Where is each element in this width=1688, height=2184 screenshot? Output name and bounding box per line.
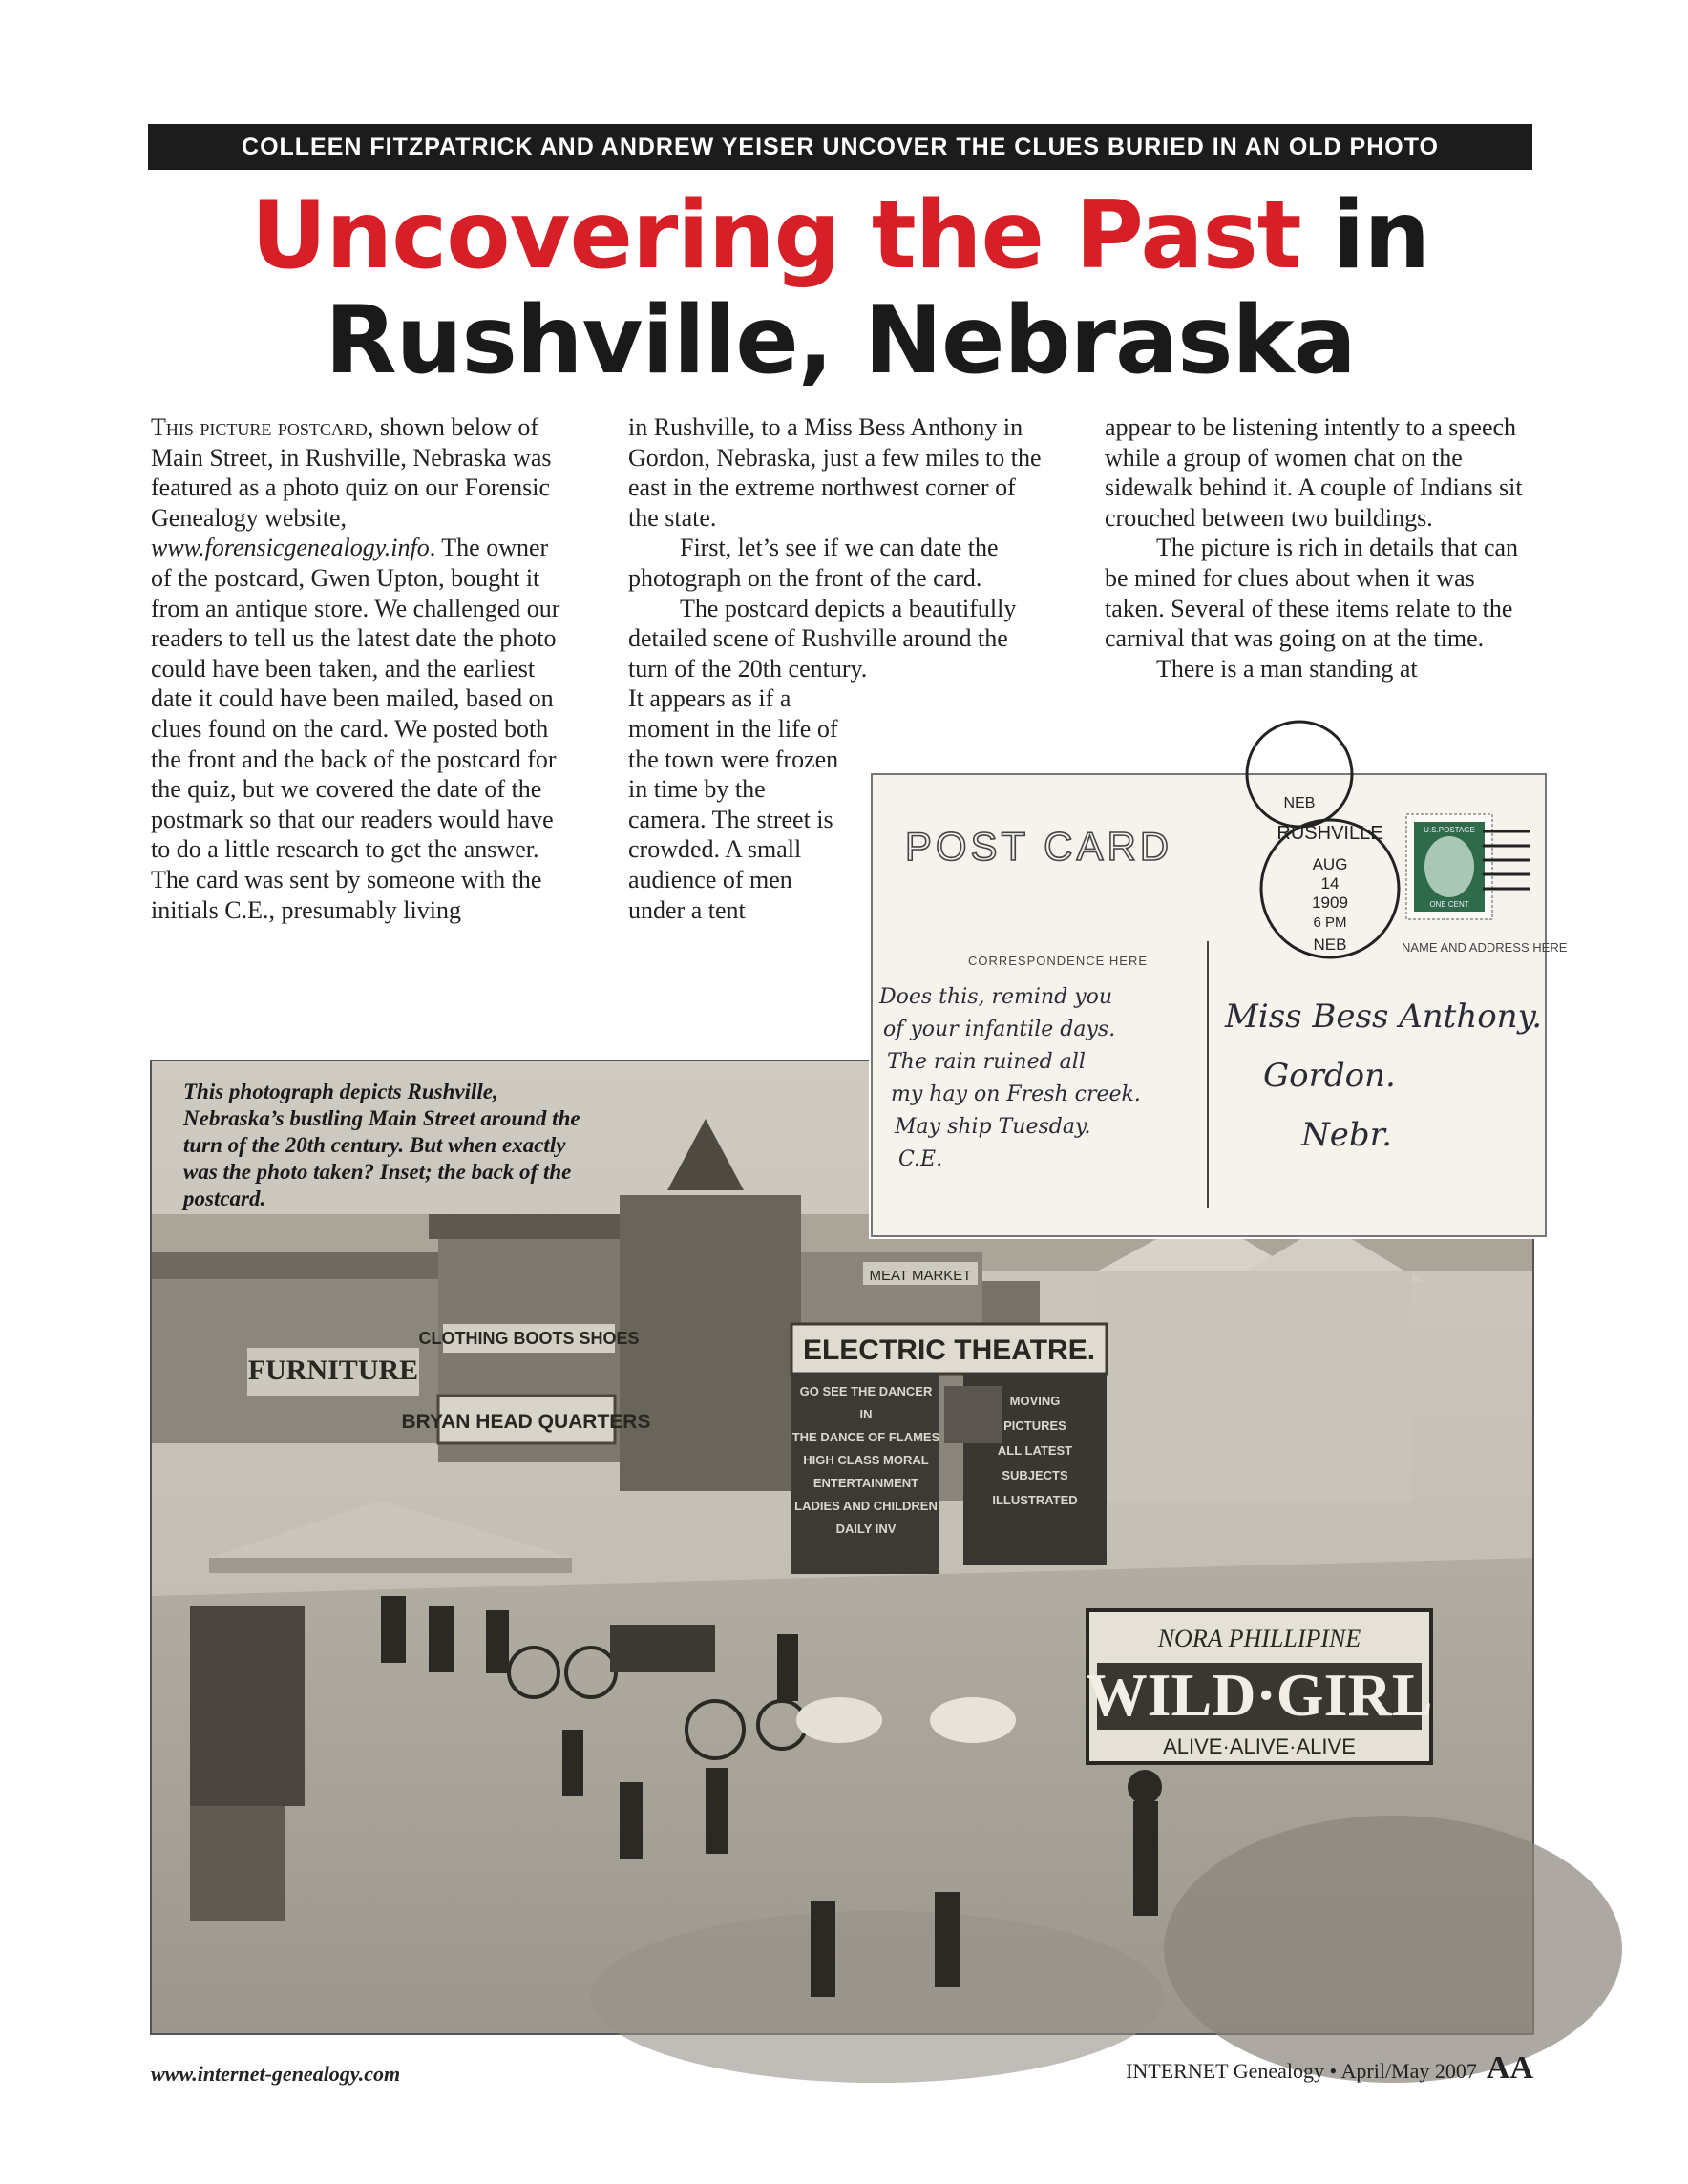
sign-alive: ALIVE·ALIVE·ALIVE: [1163, 1734, 1356, 1758]
article-column-1: [151, 412, 571, 925]
banner-left-line: THE DANCE OF FLAMES: [791, 1430, 940, 1444]
top-banner: [148, 124, 1532, 170]
text: . The owner of the postcard, Gwen Upton, bought it from an antique store. We challenged our readers to tell us the latest date the photo could have been taken, and the earliest date it could have been mailed, based on clues found on the card. We posted both the front and the back of the postcard for the quiz, but we covered the date of the postmark so that our readers would have to do a little research to get the answer. The card was sent by someone with the initials C.E., presumably living: [151, 534, 560, 924]
banner-right-line: SUBJECTS: [1002, 1468, 1068, 1482]
postmark-year: 1909: [1312, 893, 1348, 912]
message-line: Does this, remind you: [879, 985, 1113, 1009]
postmark-month: AUG: [1312, 855, 1348, 873]
banner-right-line: ILLUSTRATED: [992, 1493, 1078, 1507]
postcard-heading: POST CARD: [904, 824, 1173, 869]
banner-left-line: DAILY INV: [835, 1522, 897, 1536]
message-line: The rain ruined all: [887, 1050, 1086, 1074]
banner-text: COLLEEN FITZPATRICK AND ANDREW YEISER UNCOVER THE CLUES BURIED IN AN OLD PHOTO: [242, 133, 1439, 160]
sign-bryan: BRYAN HEAD QUARTERS: [401, 1411, 651, 1433]
postcard-back: [872, 774, 1568, 1236]
sign-nora: NORA PHILLIPINE: [1157, 1625, 1361, 1652]
text: shown below of Main Street, in Rushville, Nebraska was featured as a photo quiz on our Forensic Genealogy website,: [151, 413, 552, 532]
headline-black: in: [1300, 181, 1430, 290]
headline-line2: Rushville, Nebraska: [325, 286, 1356, 395]
banner-right-line: PICTURES: [1003, 1418, 1066, 1433]
postcard-inset: [869, 771, 1568, 1239]
footer-magazine: [1126, 2050, 1533, 2087]
paragraph: [151, 412, 571, 925]
address-line: Nebr.: [1301, 1116, 1392, 1154]
paragraph: The postcard depicts a beautifully detailed scene of Rushville around the turn of the 20th century.: [628, 594, 1017, 682]
magazine-issue: INTERNET Genealogy • April/May 2007: [1126, 2059, 1477, 2083]
banner-right-line: MOVING: [1009, 1394, 1061, 1408]
paragraph: It appears as if a moment in the life of the town were frozen in time by the camera. The street is crowded. A small audience of men under a tent: [628, 684, 839, 924]
stamp-bottom: ONE CENT: [1429, 900, 1469, 909]
postmark-time: 6 PM: [1313, 914, 1347, 931]
headline: [148, 183, 1532, 393]
banner-left-line: ENTERTAINMENT: [812, 1476, 919, 1490]
photo-caption: This photograph depicts Rushville, Nebraska’s bustling Main Street around the turn of the 20th century. But when exactly was the photo taken? Inset; the back of the postcard.: [183, 1080, 580, 1210]
sign-electric-theatre: ELECTRIC THEATRE.: [802, 1334, 1096, 1366]
sign-furniture: FURNITURE: [247, 1354, 419, 1386]
sign-meat-market: MEAT MARKET: [869, 1268, 972, 1284]
lead-in: This picture postcard,: [151, 413, 374, 441]
website-link[interactable]: www.forensicgenealogy.info: [151, 534, 430, 562]
paragraph: in Rushville, to a Miss Bess Anthony in Gordon, Nebraska, just a few miles to the east in the extreme northwest corner of the state.: [628, 413, 1042, 532]
message-line: May ship Tuesday.: [895, 1115, 1091, 1139]
address-line: Miss Bess Anthony.: [1225, 998, 1543, 1036]
stamp-top: U.S.POSTAGE: [1424, 826, 1475, 834]
sign-clothing: CLOTHING BOOTS SHOES: [418, 1329, 640, 1348]
correspondence-label: CORRESPONDENCE HERE: [967, 954, 1149, 968]
footer-website[interactable]: www.internet-genealogy.com: [151, 2062, 401, 2086]
paragraph: There is a man standing at: [1156, 654, 1418, 682]
banner-left-line: GO SEE THE DANCER: [799, 1384, 933, 1398]
page-number: AA: [1486, 2050, 1533, 2086]
banner-left-line: HIGH CLASS MORAL: [803, 1453, 929, 1467]
banner-left-line: LADIES AND CHILDREN: [794, 1499, 938, 1513]
banner-left-line: IN: [859, 1407, 873, 1421]
paragraph: The picture is rich in details that can be mined for clues about when it was taken. Several of these items relate to the carnival that was going on at the time.: [1105, 534, 1519, 653]
address-line: Gordon.: [1263, 1057, 1396, 1095]
paragraph: First, let’s see if we can date the photograph on the front of the card.: [628, 534, 999, 592]
sign-wild-girl: WILD·GIRL: [1086, 1661, 1433, 1729]
postmark-town: RUSHVILLE: [1277, 823, 1383, 844]
article-column-3: [1105, 412, 1534, 683]
headline-red: Uncovering the Past: [250, 181, 1301, 290]
postmark-state-top: NEB: [1283, 795, 1316, 811]
message-line: my hay on Fresh creek.: [891, 1082, 1141, 1106]
postmark-day: 14: [1320, 874, 1340, 892]
banner-right-line: ALL LATEST: [997, 1443, 1073, 1458]
postmark-state: NEB: [1313, 935, 1347, 954]
message-line: of your infantile days.: [883, 1018, 1116, 1041]
headline-line1: [148, 183, 1532, 288]
name-address-label: NAME AND ADDRESS HERE: [1402, 940, 1568, 955]
paragraph: appear to be listening intently to a speech while a group of women chat on the sidewalk behind it. A couple of Indians sit crouched between two buildings.: [1105, 413, 1523, 532]
message-line: C.E.: [898, 1147, 943, 1171]
